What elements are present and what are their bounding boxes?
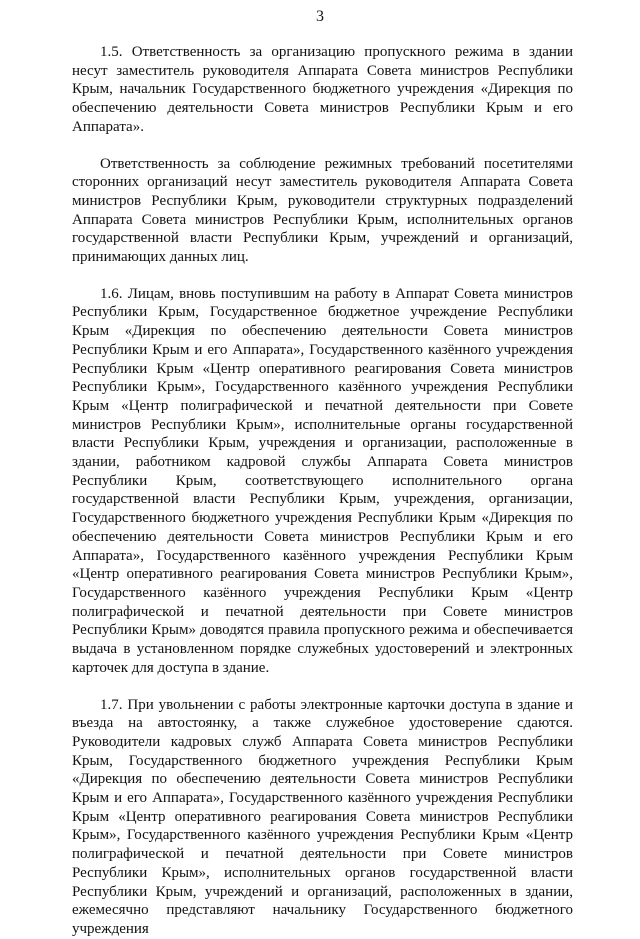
paragraph-1-6: 1.6. Лицам, вновь поступившим на работу в Аппарат Совета министров Республики Крым, Государственное бюджетное учреждение Республики Крым «Дирекция по обеспечению деятельности Совета министров Республики Крым и его Аппарата», Государственного казённого учреждения Республики Крым «Центр оперативного реагирования Совета министров Республики Крым», Государственного казённого учреждения Республики Крым «Центр полиграфической и печатной деятельности при Совете министров Республики Крым», исполнительные органы государственной власти Республики Крым, учреждения и организации, расположенные в здании, работником кадровой службы Аппарата Совета министров Республики Крым, соответствующего исполнительного органа государственной власти Республики Крым, учреждения, организации, Государственного бюджетного учреждения Республики Крым «Дирекция по обеспечению деятельности Совета министров Республики Крым и его Аппарата», Государственного казённого учреждения Республики Крым «Центр оперативного реагирования Совета министров Республики Крым», Государственного казённого учреждения Республики Крым «Центр полиграфической и печатной деятельности при Совете министров Республики Крым» доводятся правила пропускного режима и обеспечивается выдача в установленном порядке служебных удостоверений и электронных карточек для доступа в здание.: [72, 285, 573, 676]
document-body: [72, 43, 573, 939]
paragraph-1-7: 1.7. При увольнении с работы электронные карточки доступа в здание и въезда на автостоянку, а также служебное удостоверение сдаются. Руководители кадровых служб Аппарата Совета министров Республики Крым, Государственного бюджетного учреждения Республики Крым «Дирекция по обеспечению деятельности Совета министров Республики Крым и его Аппарата», Государственного казённого учреждения Республики Крым «Центр оперативного реагирования Совета министров Республики Крым», Государственного казённого учреждения Республики Крым «Центр полиграфической и печатной деятельности при Совете министров Республики Крым», исполнительных органов государственной власти Республики Крым, учреждений и организаций, расположенных в здании, ежемесячно представляют начальнику Государственного бюджетного учреждения: [72, 696, 573, 937]
page-number: 3: [316, 8, 324, 25]
paragraph-responsibility: Ответственность за соблюдение режимных требований посетителями сторонних организаций несут заместитель руководителя Аппарата Совета министров Республики Крым, руководители структурных подразделений Аппарата Совета министров Республики Крым, исполнительных органов государственной власти Республики Крым, учреждений и организаций, принимающих данных лиц.: [72, 155, 573, 266]
paragraph-1-5: 1.5. Ответственность за организацию пропускного режима в здании несут заместитель руководителя Аппарата Совета министров Республики Крым, начальник Государственного бюджетного учреждения «Дирекция по обеспечению деятельности Совета министров Республики Крым и его Аппарата».: [72, 44, 573, 135]
